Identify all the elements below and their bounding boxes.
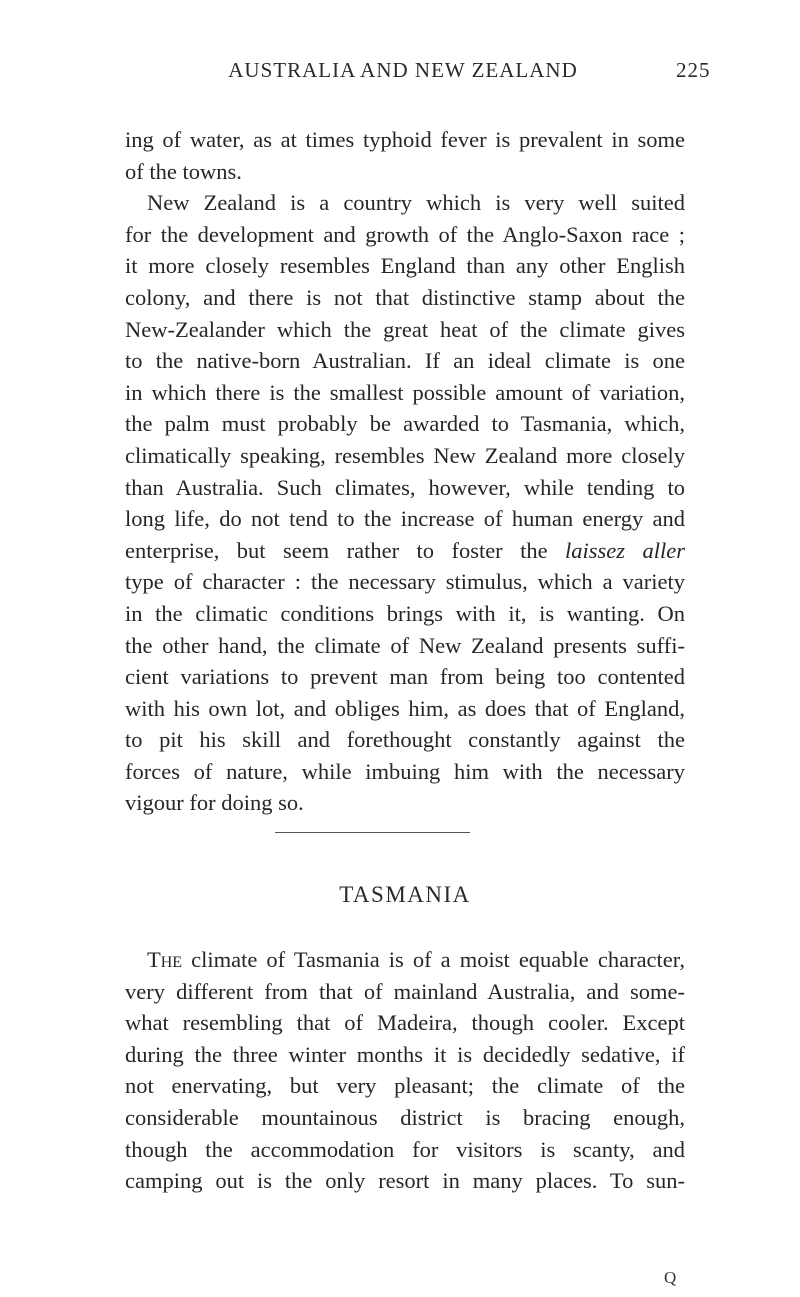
italic-phrase: laissez aller bbox=[565, 537, 685, 563]
text-line: cient variations to prevent man from being too contented bbox=[125, 664, 685, 690]
text-line: vigour for doing so. bbox=[125, 790, 304, 816]
text-line: of the towns. bbox=[125, 158, 242, 184]
text-line: the other hand, the climate of New Zealand presents suffi- bbox=[125, 632, 685, 658]
text-line: long life, do not tend to the increase of human energy and bbox=[125, 506, 685, 532]
text-line: than Australia. Such climates, however, while tending to bbox=[125, 474, 685, 500]
text-line: in the climatic conditions brings with it, is wanting. On bbox=[125, 600, 685, 626]
text-line-with-italic bbox=[125, 535, 685, 567]
text-line: considerable mountainous district is bracing enough, bbox=[125, 1104, 685, 1130]
text-line: not enervating, but very pleasant; the climate of the bbox=[125, 1073, 685, 1099]
text-line-rest: climate of Tasmania is of a moist equable character, bbox=[182, 947, 685, 972]
text-line: very different from that of mainland Australia, and some- bbox=[125, 978, 685, 1004]
text-line: what resembling that of Madeira, though cooler. Except bbox=[125, 1010, 685, 1036]
text-line: in which there is the smallest possible amount of variation, bbox=[125, 379, 685, 405]
section-divider bbox=[275, 832, 470, 833]
signature-mark: Q bbox=[664, 1268, 677, 1287]
text-line-with-smallcaps bbox=[125, 944, 685, 976]
running-head: AUSTRALIA AND NEW ZEALAND bbox=[228, 58, 578, 82]
text-line: ing of water, as at times typhoid fever is prevalent in some bbox=[125, 127, 685, 152]
text-line-start: enterprise, but seem rather to foster the bbox=[125, 537, 566, 563]
text-line: New-Zealander which the great heat of the climate gives bbox=[125, 316, 685, 342]
text-line: camping out is the only resort in many places. To sun- bbox=[125, 1168, 685, 1194]
text-line: the palm must probably be awarded to Tasmania, which, bbox=[125, 411, 685, 437]
text-line: forces of nature, while imbuing him with the necessary bbox=[125, 758, 685, 784]
text-line: for the development and growth of the Anglo-Saxon race ; bbox=[125, 221, 685, 247]
page-number: 225 bbox=[676, 58, 711, 82]
text-line: New Zealand is a country which is very well suited bbox=[147, 190, 685, 216]
text-line: it more closely resembles England than any other English bbox=[125, 253, 685, 279]
text-line: colony, and there is not that distinctive stamp about the bbox=[125, 284, 685, 310]
text-line: climatically speaking, resembles New Zealand more closely bbox=[125, 442, 685, 468]
section-paragraph bbox=[125, 944, 685, 1197]
text-line: type of character : the necessary stimulus, which a variety bbox=[125, 569, 685, 595]
smallcaps-first-word: The bbox=[147, 947, 183, 972]
text-line: though the accommodation for visitors is scanty, and bbox=[125, 1136, 685, 1162]
text-line: to the native-born Australian. If an ideal climate is one bbox=[125, 348, 685, 374]
text-line: during the three winter months it is decidedly sedative, if bbox=[125, 1041, 685, 1067]
text-line: with his own lot, and obliges him, as does that of England, bbox=[125, 695, 685, 721]
text-line: to pit his skill and forethought constantly against the bbox=[125, 727, 685, 753]
body-paragraphs bbox=[125, 124, 685, 819]
section-heading: TASMANIA bbox=[339, 882, 471, 907]
